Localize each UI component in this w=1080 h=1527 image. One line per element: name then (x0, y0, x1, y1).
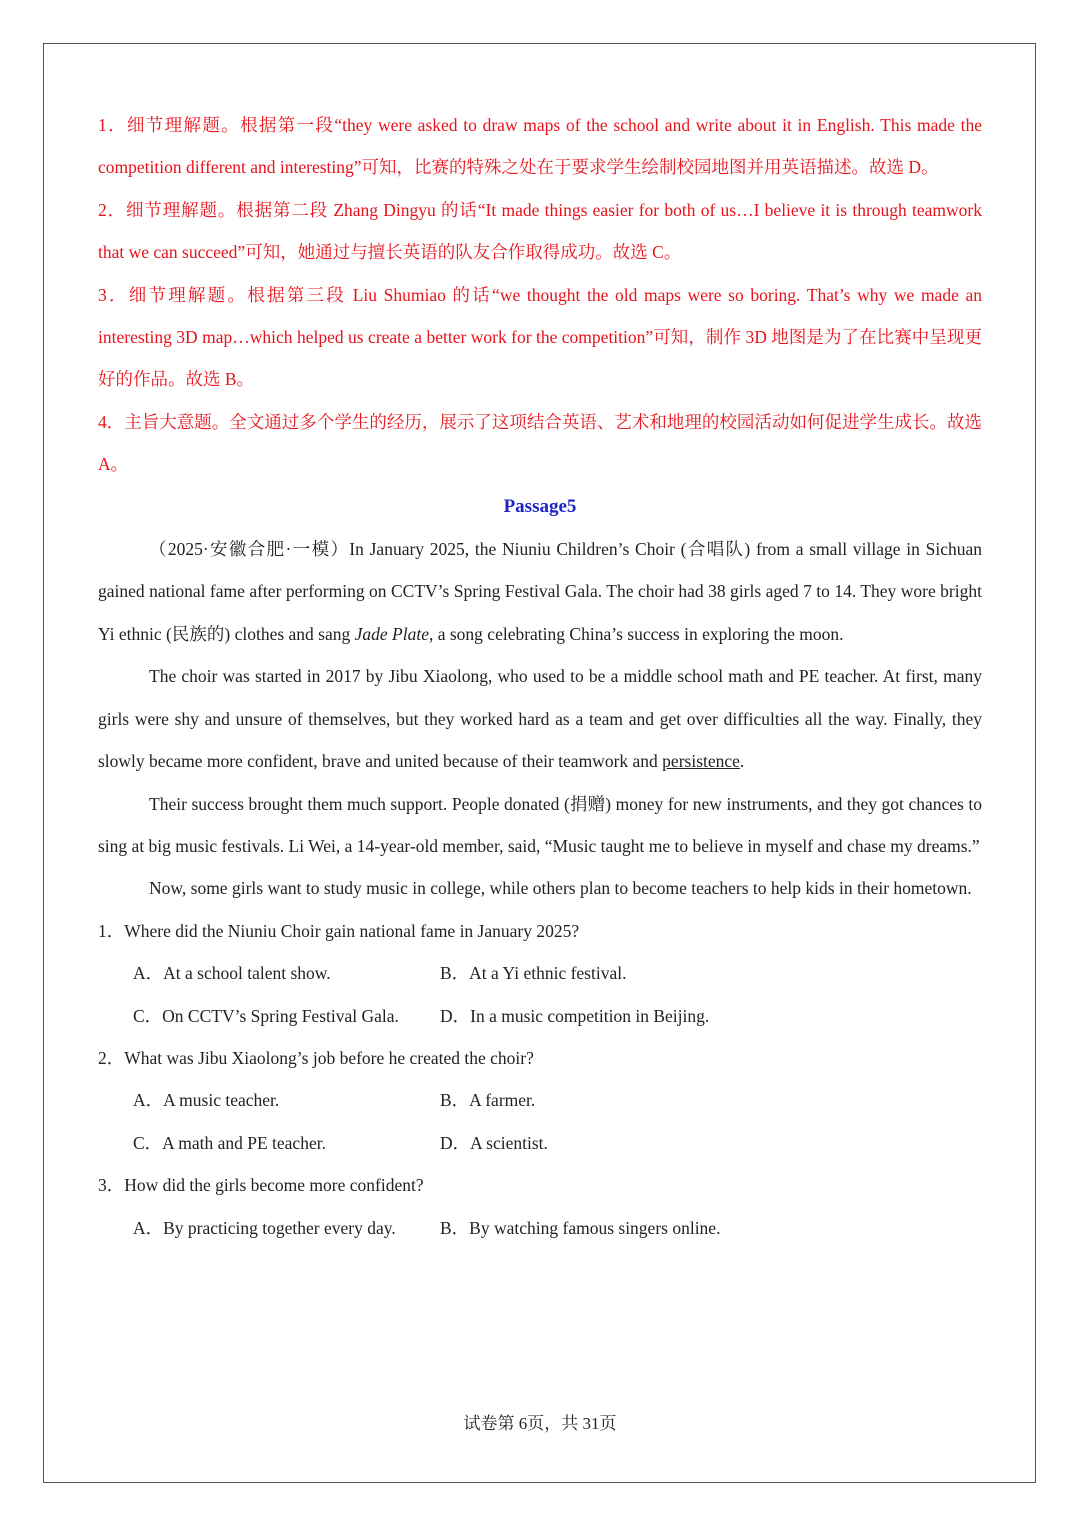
question-2-options-row-2 (98, 1122, 982, 1164)
passage-paragraph-4: Now, some girls want to study music in college, while others plan to become teachers to help kids in their hometown. (149, 878, 972, 899)
option-c[interactable]: C．On CCTV’s Spring Festival Gala. (133, 1005, 399, 1026)
answer-explanation-4: 4．主旨大意题。全文通过多个学生的经历，展示了这项结合英语、艺术和地理的校园活动如何促进学生成长。故选 A。 (98, 411, 982, 475)
question-3-options-row-1 (98, 1207, 982, 1249)
page-footer: 试卷第 6页，共 31页 (463, 1414, 617, 1433)
answer-explanation-3: 3．细节理解题。根据第三段 Liu Shumiao 的话“we thought the old maps were so boring. That’s why we made an interesting 3D map…which helped us create a better work for the competition”可知，制作 3D 地图是为了在比赛中呈现更好的作品。故选 B。 (98, 284, 982, 390)
option-a[interactable]: A．A music teacher. (133, 1090, 280, 1111)
paragraph-text: . (739, 751, 745, 772)
option-b[interactable]: B．At a Yi ethnic festival. (440, 963, 627, 984)
passage-paragraph-2 (98, 655, 982, 782)
paragraph-text: , a song celebrating China’s success in exploring the moon. (428, 623, 844, 644)
passage-paragraph-3: Their success brought them much support. People donated (捐赠) money for new instruments, and they got chances to sing at big music festivals. Li Wei, a 14-year-old member, said, “Music taught me to believe in myself and chase my dreams.” (98, 793, 982, 856)
question-2: 2．What was Jibu Xiaolong’s job before he created the choir? (98, 1047, 534, 1068)
question-1-options-row-1 (98, 952, 982, 994)
question-1: 1．Where did the Niuniu Choir gain national fame in January 2025? (98, 920, 580, 941)
question-2-options-row-1 (98, 1079, 982, 1121)
paragraph-text: The choir was started in 2017 by Jibu Xiaolong, who used to be a middle school math and PE teacher. At first, many girls were shy and unsure of themselves, but they worked hard as a team and get over difficulties all the way. Finally, they slowly became more confident, brave and united because of their teamwork and (98, 666, 982, 772)
paragraph-text: （2025·安徽合肥·一模）In January 2025, the Niuniu Children’s Choir (合唱队) from a small village in Sichuan gained national fame after performing on CCTV’s Spring Festival Gala. The choir had 38 girls aged 7 to 14. They wore bright Yi ethnic (民族的) clothes and sang (98, 539, 982, 644)
option-b[interactable]: B．By watching famous singers online. (440, 1217, 721, 1238)
page-content (98, 104, 982, 1249)
option-a[interactable]: A．By practicing together every day. (133, 1217, 396, 1238)
option-d[interactable]: D．A scientist. (440, 1132, 548, 1153)
option-d[interactable]: D．In a music competition in Beijing. (440, 1005, 710, 1026)
answer-explanation-2: 2．细节理解题。根据第二段 Zhang Dingyu 的话“It made things easier for both of us…I believe it is through teamwork that we can succeed”可知，她通过与擅长英语的队友合作取得成功。故选 C。 (98, 199, 982, 263)
option-c[interactable]: C．A math and PE teacher. (133, 1132, 326, 1153)
underlined-word: persistence (662, 751, 740, 772)
option-b[interactable]: B．A farmer. (440, 1090, 536, 1111)
song-title: Jade Plate (354, 623, 429, 644)
answer-explanation-1: 1．细节理解题。根据第一段“they were asked to draw maps of the school and write about it in English. This made the competition different and interesting”可知，比赛的特殊之处在于要求学生绘制校园地图并用英语描述。故选 D。 (98, 115, 982, 178)
option-a[interactable]: A．At a school talent show. (133, 963, 331, 984)
passage-title: Passage5 (503, 495, 577, 517)
question-3: 3．How did the girls become more confident? (98, 1175, 424, 1196)
passage-paragraph-1 (98, 528, 982, 655)
question-1-options-row-2 (98, 995, 982, 1037)
